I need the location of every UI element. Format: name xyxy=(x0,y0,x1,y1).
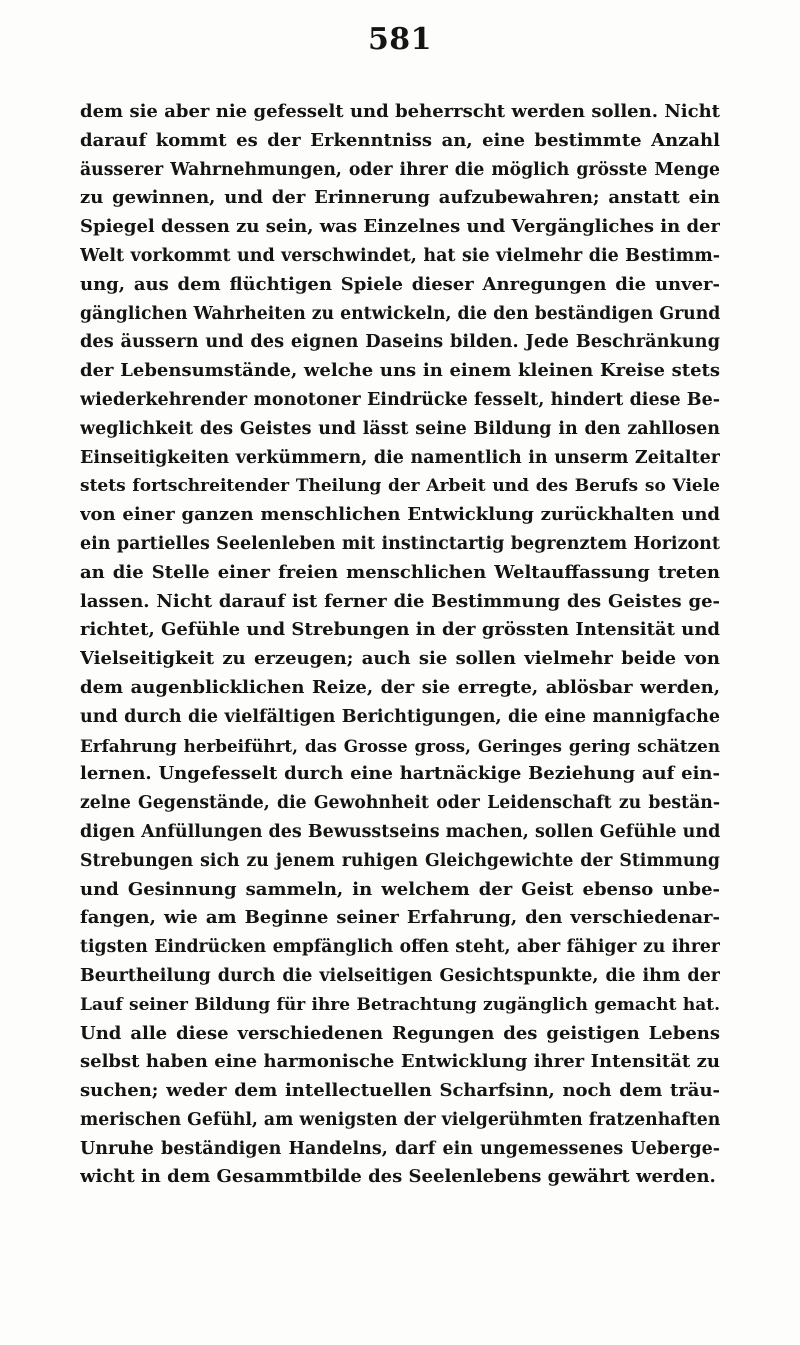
text-line: von einer ganzen menschlichen Entwicklung zurückhalten und xyxy=(80,504,720,526)
text-line: lernen. Ungefesselt durch eine hartnäckige Beziehung auf ein- xyxy=(80,763,720,785)
text-line: Unruhe beständigen Handelns, darf ein ungemessenes Ueberge- xyxy=(80,1138,720,1159)
text-line: Einseitigkeiten verkümmern, die namentlich in unserm Zeitalter xyxy=(80,447,720,468)
body-text xyxy=(80,98,720,1192)
text-line: merischen Gefühl, am wenigsten der vielgerühmten fratzenhaften xyxy=(80,1109,720,1130)
text-line: dem augenblicklichen Reize, der sie erregte, ablösbar werden, xyxy=(80,676,720,698)
text-line: dem sie aber nie gefesselt und beherrscht werden sollen. Nicht xyxy=(80,101,720,122)
text-line: tigsten Eindrücken empfänglich offen steht, aber fähiger zu ihrer xyxy=(80,937,720,958)
text-line: Vielseitigkeit zu erzeugen; auch sie sollen vielmehr beide von xyxy=(80,648,720,670)
text-line: Beurtheilung durch die vielseitigen Gesichtspunkte, die ihm der xyxy=(80,965,720,986)
text-line: stets fortschreitender Theilung der Arbeit und des Berufs so Viele xyxy=(80,476,720,497)
text-line: fangen, wie am Beginne seiner Erfahrung, den verschiedenar- xyxy=(80,907,720,929)
text-line: wiederkehrender monotoner Eindrücke fesselt, hindert diese Be- xyxy=(80,389,720,410)
text-line: ein partielles Seelenleben mit instinctartig begrenztem Horizont xyxy=(80,533,720,554)
text-line: Welt vorkommt und verschwindet, hat sie vielmehr die Bestimm- xyxy=(80,245,720,266)
text-line: Spiegel dessen zu sein, was Einzelnes und Vergängliches in der xyxy=(80,216,720,238)
text-line: Erfahrung herbeiführt, das Grosse gross, Geringes gering schätzen xyxy=(80,735,720,756)
text-line: wicht in dem Gesammtbilde des Seelenlebens gewährt werden. xyxy=(80,1166,716,1188)
text-line: digen Anfüllungen des Bewusstseins machen, sollen Gefühle und xyxy=(80,821,720,842)
text-line: an die Stelle einer freien menschlichen Weltauffassung treten xyxy=(80,561,720,583)
text-line: zu gewinnen, und der Erinnerung aufzubewahren; anstatt ein xyxy=(80,187,720,209)
text-line: lassen. Nicht darauf ist ferner die Bestimmung des Geistes ge- xyxy=(80,590,720,612)
text-line: zelne Gegenstände, die Gewohnheit oder Leidenschaft zu bestän- xyxy=(80,793,720,814)
text-line: äusserer Wahrnehmungen, oder ihrer die möglich grösste Menge xyxy=(80,159,720,180)
text-line: gänglichen Wahrheiten zu entwickeln, die den beständigen Grund xyxy=(80,303,720,324)
text-line: der Lebensumstände, welche uns in einem kleinen Kreise stets xyxy=(80,360,720,382)
text-line: und durch die vielfältigen Berichtigungen, die eine mannigfache xyxy=(80,706,720,727)
text-line: selbst haben eine harmonische Entwicklung ihrer Intensität zu xyxy=(80,1051,720,1073)
text-line: und Gesinnung sammeln, in welchem der Geist ebenso unbe- xyxy=(80,878,720,900)
text-line: Und alle diese verschiedenen Regungen des geistigen Lebens xyxy=(80,1022,720,1044)
text-line: weglichkeit des Geistes und lässt seine Bildung in den zahllosen xyxy=(80,418,720,439)
text-line: darauf kommt es der Erkenntniss an, eine bestimmte Anzahl xyxy=(80,129,720,151)
text-line: Strebungen sich zu jenem ruhigen Gleichgewichte der Stimmung xyxy=(80,850,720,871)
text-line: ung, aus dem flüchtigen Spiele dieser Anregungen die unver- xyxy=(80,273,720,295)
text-line: des äussern und des eignen Daseins bilden. Jede Beschränkung xyxy=(80,331,720,353)
text-line: richtet, Gefühle und Strebungen in der grössten Intensität und xyxy=(80,619,720,641)
text-line: suchen; weder dem intellectuellen Scharfsinn, noch dem träu- xyxy=(80,1080,720,1102)
text-line: Lauf seiner Bildung für ihre Betrachtung zugänglich gemacht hat. xyxy=(80,994,720,1015)
page-number: 581 xyxy=(367,22,433,57)
